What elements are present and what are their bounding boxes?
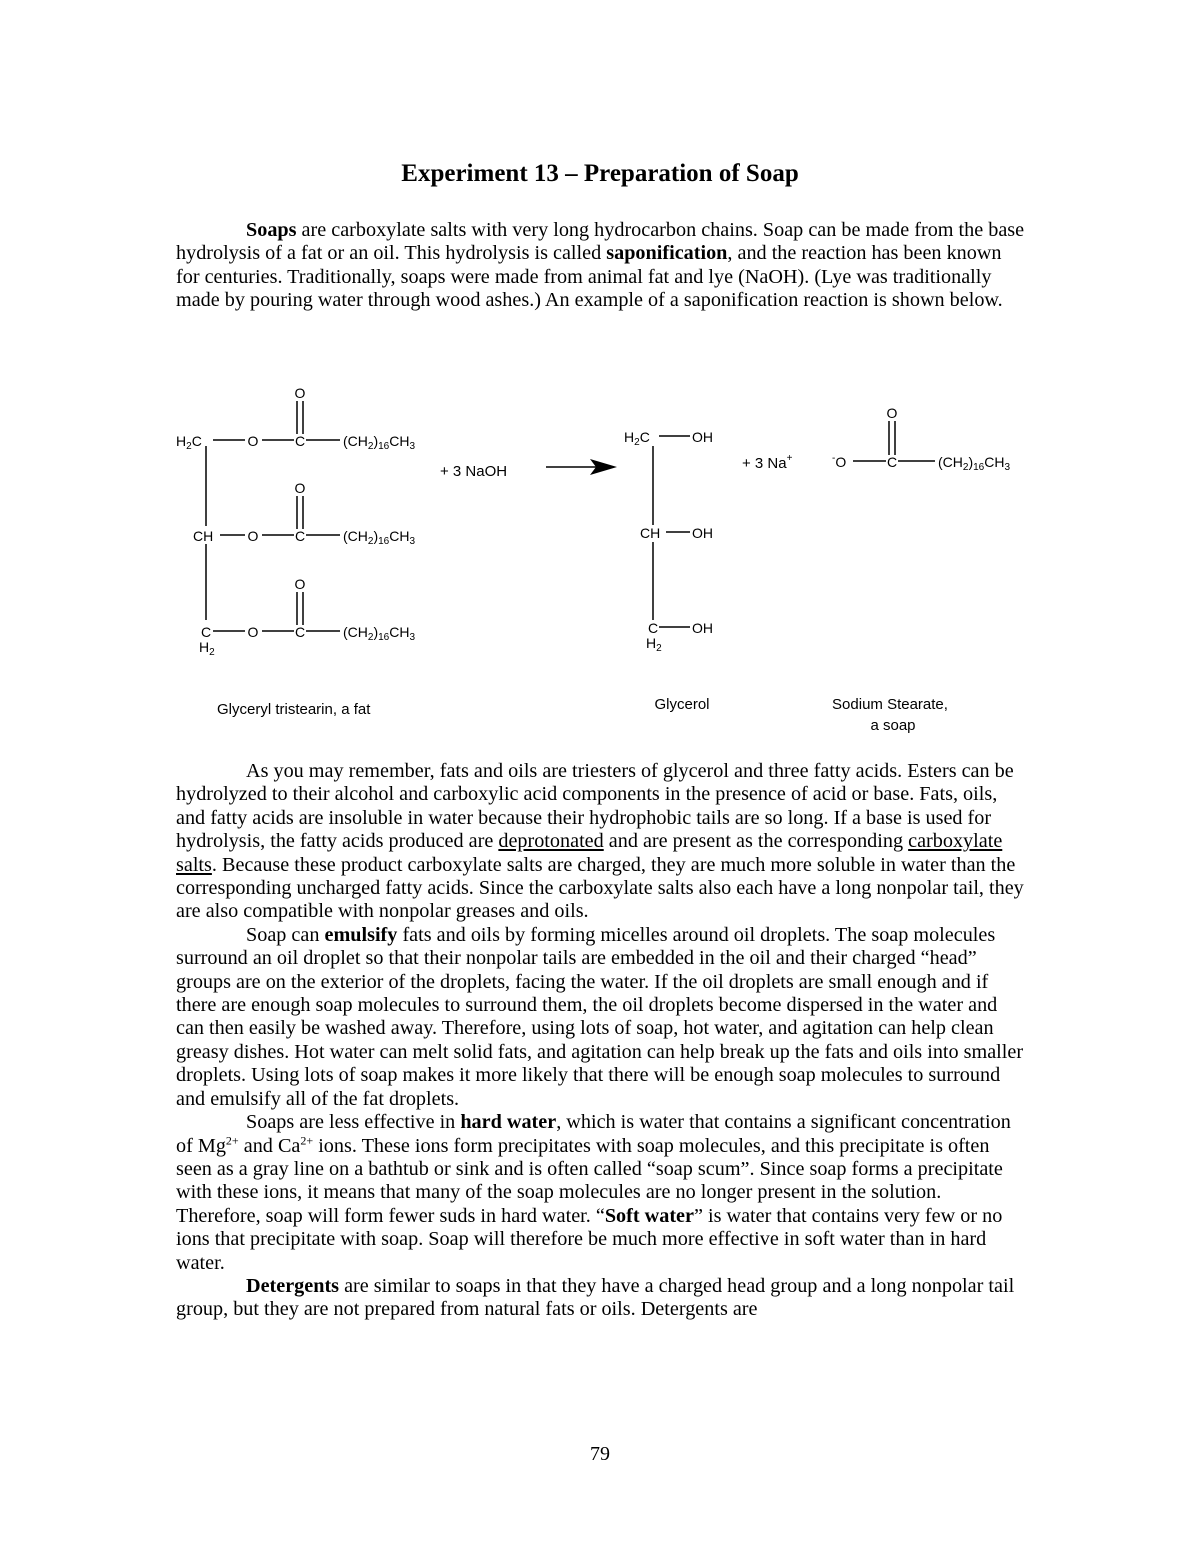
p1-text-2: and are present as the corresponding [603, 830, 909, 853]
page-number: 79 [590, 1443, 610, 1465]
mg-charge: 2+ [225, 1132, 239, 1147]
stearate-carbonyl-c: C [886, 454, 898, 470]
intro-text-1: are carboxylate salts with very long hydrocarbon chains. Soap can be made from the base hydrolysis of a fat or an oil. This hydrolysis is called [176, 219, 1025, 265]
glycerol-oh-3: OH [692, 620, 713, 636]
ca-charge: 2+ [300, 1132, 314, 1147]
fat-ch: CH [193, 528, 214, 544]
sodium-ion: + 3 Na+ [742, 453, 793, 472]
p3-text-4: ions. These ions form precipitates with soap molecules, and this precipitate is often seen as a gray line on a bathtub or sink and is often called “soap scum”. Since soap forms a precipitate with these ions, it means that many of the soap molecules are no longer present in the solution. Therefore, soap will form fewer suds in hard water. “ [176, 1134, 1003, 1227]
term-detergents: Detergents [246, 1274, 340, 1297]
fat-c-bottom: C [201, 624, 212, 640]
paragraph-hard-water [176, 1111, 1028, 1275]
glycerol-ch: CH [640, 525, 661, 541]
soap-caption-line-1: Sodium Stearate, [832, 696, 948, 713]
glycerol-oh-1: OH [692, 429, 713, 445]
fat-h2c: $H_2C$ [176, 433, 202, 452]
fat-chain-3: $(CH_2)_{16}CH_3$ [343, 624, 416, 643]
term-hard-water: hard water [460, 1111, 557, 1134]
p2-text-1: Soap can [246, 923, 325, 946]
glycerol-oh-2: OH [692, 525, 713, 541]
p3-text-2: , which is water that contains a significant concentration of Mg [176, 1111, 1011, 1157]
p4-text-1: are similar to soaps in that they have a charged head group and a long nonpolar tail group, but they are not prepared from natural fats or oils. Detergents are [176, 1274, 1015, 1321]
glycerol-c-bottom: C [648, 620, 659, 636]
p1-text-3: . Because these product carboxylate salts are charged, they are much more soluble in water than the corresponding uncharged fatty acids. Since the carboxylate salts also each have a long nonpolar tail, they are also compatible with nonpolar greases and oils. [176, 853, 1024, 923]
paragraph-esters [176, 760, 1028, 924]
stearate-chain: $(CH_2)_{16}CH_3$ [938, 454, 1011, 473]
glycerol-caption: Glycerol [654, 696, 710, 713]
p3-text-5: ” is water that contains very few or no ions that precipitate with soap. Soap will therefore be much more effective in soft water than in hard water. [176, 1204, 1003, 1274]
body-text [176, 760, 1028, 1322]
term-soft-water: Soft water [604, 1204, 694, 1227]
fat-carbonyl-c-2: C [294, 528, 306, 544]
naoh-reagent: + 3 NaOH [440, 463, 508, 480]
stearate-anion-o: -O [832, 453, 847, 470]
term-deprotonated: deprotonated [498, 830, 604, 853]
paragraph-detergents [176, 1275, 1028, 1322]
term-carboxylate-salts: carboxylate salts [176, 830, 1003, 876]
p1-text-1: As you may remember, fats and oils are triesters of glycerol and three fatty acids. Esters can be hydrolyzed to their alcohol and carboxylic acid components in the presence of acid or base. Fats, oils, and fatty acids are insoluble in water because their hydrophobic tails are so long. If a base is used for hydrolysis, the fatty acids produced are [176, 760, 1014, 853]
fat-carbonyl-c-3: C [294, 624, 306, 640]
fat-carbonyl-o-1: O [294, 385, 306, 401]
page-title: Experiment 13 – Preparation of Soap [401, 160, 799, 187]
fat-chain-2: $(CH_2)_{16}CH_3$ [343, 528, 416, 547]
term-emulsify: emulsify [324, 923, 398, 946]
fat-ester-o-3: O [247, 624, 259, 640]
fat-ester-o-1: O [247, 433, 259, 449]
glycerol-h2c: $H_2C$ [624, 429, 650, 448]
soap-caption-line-2: a soap [870, 717, 916, 734]
fat-ester-o-2: O [247, 528, 259, 544]
term-saponification: saponification [606, 242, 728, 265]
fat-carbonyl-o-3: O [294, 576, 306, 592]
fat-chain-1: $(CH_2)_{16}CH_3$ [343, 433, 416, 452]
intro-paragraph [176, 219, 1028, 313]
term-soaps: Soaps [246, 219, 297, 241]
fat-caption: Glyceryl tristearin, a fat [217, 701, 371, 718]
p3-text-1: Soaps are less effective in [246, 1111, 461, 1134]
p3-text-3: and Ca [238, 1134, 301, 1157]
p2-text-2: fats and oils by forming micelles around oil droplets. The soap molecules surround an oil droplet so that their nonpolar tails are embedded in the oil and their charged “head” groups are on the exterior of the droplets, facing the water. If the oil droplets are small enough and if there are enough soap molecules to surround them, the oil droplets become dispersed in the water and can then easily be washed away. Therefore, using lots of soap, hot water, and agitation can help clean greasy dishes. Hot water can melt solid fats, and agitation can help break up the fats and oils into smaller droplets. Using lots of soap makes it more likely that there will be enough soap molecules to surround and emulsify all of the fat droplets. [176, 923, 1024, 1110]
saponification-reaction-diagram [0, 370, 1200, 750]
fat-carbonyl-o-2: O [294, 480, 306, 496]
fat-h2-bottom: $H_2$ [199, 639, 215, 658]
stearate-carbonyl-o: O [886, 405, 898, 421]
paragraph-emulsify [176, 924, 1028, 1111]
intro-text-2: , and the reaction has been known for centuries. Traditionally, soaps were made from animal fat and lye (NaOH). (Lye was traditionally made by pouring water through wood ashes.) An example of a saponification reaction is shown below. [176, 242, 1003, 312]
glycerol-h2-bottom: $H_2$ [646, 635, 662, 654]
fat-carbonyl-c-1: C [294, 433, 306, 449]
